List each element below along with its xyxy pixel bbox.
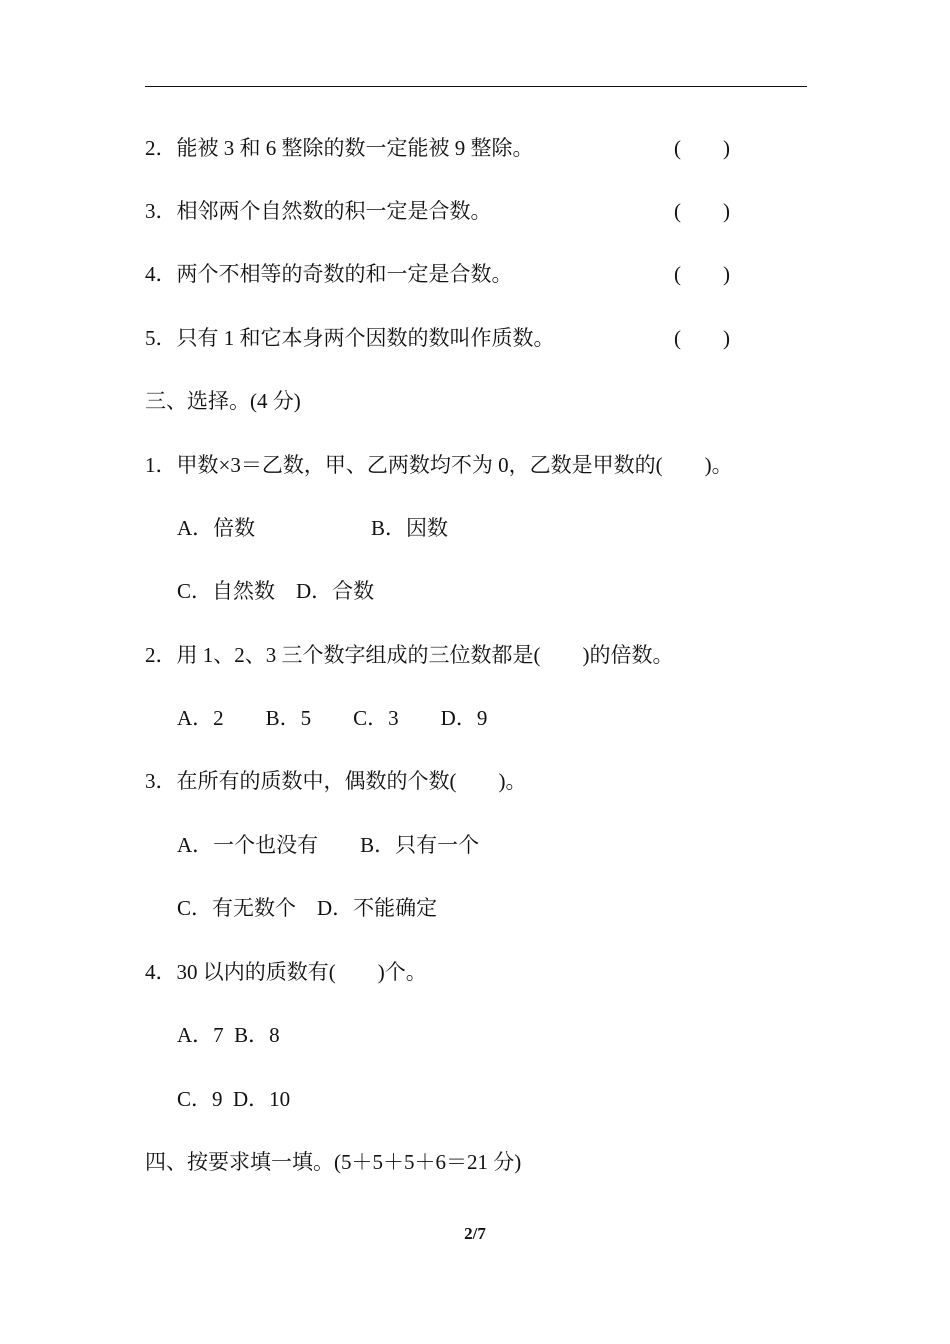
question-2-stem: 2．用 1、2、3 三个数字组成的三位数都是( )的倍数。 [145, 643, 674, 667]
question-3-options-ab: A．一个也没有 B．只有一个 [177, 833, 480, 857]
page-number: 2/7 [464, 1224, 486, 1243]
question-1-stem: 1．甲数×3＝乙数，甲、乙两数均不为 0，乙数是甲数的( )。 [145, 453, 733, 477]
question-1-option-b: B．因数 [371, 516, 449, 540]
section-4-title: 四、按要求填一填。(5＋5＋5＋6＝21 分) [145, 1150, 522, 1174]
question-2-options: A．2 B．5 C．3 D．9 [177, 706, 488, 730]
judgement-item-4: 4．两个不相等的奇数的和一定是合数。 [145, 262, 513, 286]
question-3-options-cd: C．有无数个 D．不能确定 [177, 896, 438, 920]
answer-paren: ( ) [674, 326, 730, 350]
question-1-option-a: A．倍数 [177, 516, 256, 540]
answer-paren: ( ) [674, 136, 730, 160]
question-4-stem: 4．30 以内的质数有( )个。 [145, 960, 427, 984]
question-1-options-cd: C．自然数 D．合数 [177, 579, 375, 603]
judgement-item-5: 5．只有 1 和它本身两个因数的数叫作质数。 [145, 326, 555, 350]
question-4-options-cd: C．9 D．10 [177, 1087, 291, 1111]
question-3-stem: 3．在所有的质数中，偶数的个数( )。 [145, 769, 527, 793]
judgement-item-3: 3．相邻两个自然数的积一定是合数。 [145, 199, 492, 223]
header-rule [145, 86, 807, 87]
judgement-item-2: 2．能被 3 和 6 整除的数一定能被 9 整除。 [145, 136, 534, 160]
section-3-title: 三、选择。(4 分) [145, 389, 301, 413]
answer-paren: ( ) [674, 199, 730, 223]
answer-paren: ( ) [674, 262, 730, 286]
question-4-options-ab: A．7 B．8 [177, 1023, 280, 1047]
